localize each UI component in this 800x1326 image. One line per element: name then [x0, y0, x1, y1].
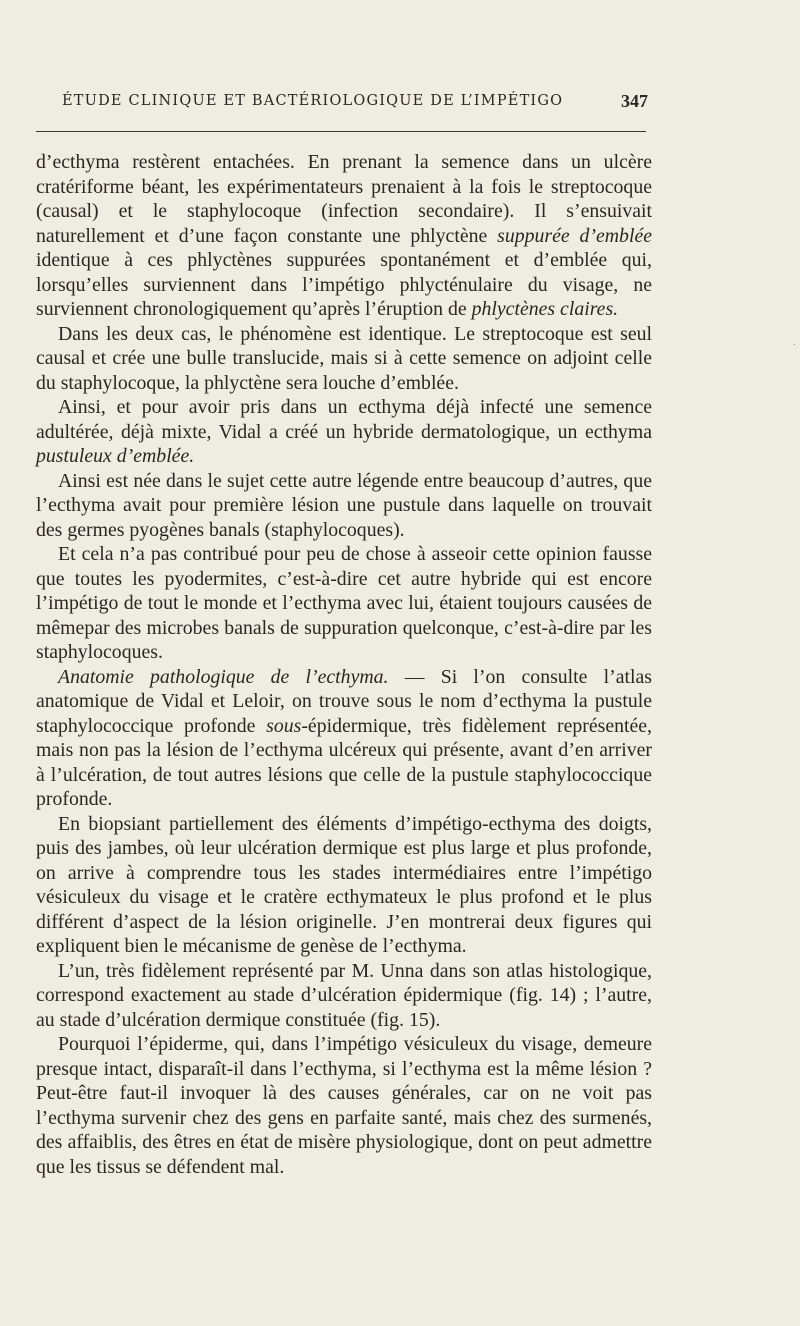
running-title: ÉTUDE CLINIQUE ET BACTÉRIOLOGIQUE DE L’IMPÉTIGO: [62, 93, 564, 109]
text-segment: Et cela n’a pas contribué pour peu de chose à asseoir cette opinion fausse que toutes les pyodermites, c’est-à-dire cet autre hybride qui est encore l’impétigo de tout le monde et l’ecthyma avec lui, étaient toujours causées de mêmepar des microbes banals de suppuration quelconque, c’est-à-dire par les staphylocoques.: [36, 543, 652, 663]
italic-text: Anatomie pathologique de l’ecthyma.: [58, 665, 389, 688]
text-segment: — Si l’on consulte l’atlas anatomique de Vidal et Leloir, on trouve sous le nom d’ecthyma la pustule staphylococcique profonde: [36, 665, 652, 737]
paragraph: [36, 812, 652, 959]
paragraph: [36, 959, 652, 1033]
text-segment: En biopsiant partiellement des éléments d’impétigo-ecthyma des doigts, puis des jambes, où leur ulcération dermique est plus large et plus profonde, on arrive à comprendre tous les stades intermédiaires entre l’impétigo vésiculeux du visage et le cratère ecthymateux le plus profond et le plus différent d’aspect de la lésion originelle. J’en montrerai deux figures qui expliquent bien le mécanisme de genèse de l’ecthyma.: [36, 812, 652, 957]
paragraph: [36, 665, 652, 812]
margin-speck: ·: [792, 340, 796, 351]
body-text: [36, 150, 652, 1179]
italic-text: suppurée d’emblée: [497, 224, 653, 247]
header-rule: [36, 131, 646, 132]
paragraph: [36, 1032, 652, 1179]
italic-text: phlyctènes claires.: [471, 298, 619, 320]
paragraph: [36, 322, 652, 396]
text-segment: d’ecthyma restèrent entachées. En prenant la semence dans un ulcère cratériforme béant, les expérimentateurs prenaient à la fois le streptocoque (causal) et le staphylocoque (infection secondaire). Il s’ensuivait naturellement et d’une façon constante une phlyctène: [36, 151, 652, 247]
text-segment: Pourquoi l’épiderme, qui, dans l’impétigo vésiculeux du visage, demeure presque intact, disparaît-il dans l’ecthyma, si l’ecthyma est la même lésion ? Peut-être faut-il invoquer là des causes générales, car on ne voit pas l’ecthyma survenir chez des gens en parfaite santé, mais chez des surmenés, des affaiblis, des êtres en état de misère physiologique, dont on peut admettre que les tissus se défendent mal.: [36, 1033, 652, 1178]
text-segment: Ainsi, et pour avoir pris dans un ecthyma déjà infecté une semence adultérée, déjà mixte, Vidal a créé un hybride dermatologique, un ecthyma: [36, 396, 652, 443]
text-segment: Ainsi est née dans le sujet cette autre légende entre beaucoup d’autres, que l’ecthyma avait pour première lésion une pustule dans laquelle on trouvait des germes pyogènes banals (staphylocoques).: [36, 469, 652, 541]
paragraph: [36, 542, 652, 665]
text-segment: Dans les deux cas, le phénomène est identique. Le streptocoque est seul causal et crée une bulle translucide, mais si à cette semence on adjoint celle du staphylocoque, la phlyctène sera louche d’emblée.: [36, 322, 652, 394]
page-header: [62, 93, 648, 119]
paragraph: [36, 469, 652, 543]
text-segment: -épidermique, très fidèlement représentée, mais non pas la lésion de l’ecthyma ulcéreux qui présente, avant d’en arriver à l’ulcération, de tout autres lésions que celle de la pustule staphylococcique profonde.: [36, 714, 653, 810]
italic-text: sous: [266, 714, 302, 737]
text-segment: identique à ces phlyctènes suppurées spontanément et d’emblée qui, lorsqu’elles surviennent dans l’impétigo phlycténulaire du visage, ne surviennent chronologiquement qu’après l’éruption de: [36, 249, 652, 320]
text-segment: L’un, très fidèlement représenté par M. Unna dans son atlas histologique, correspond exactement au stade d’ulcération épidermique (fig. 14) ; l’autre, au stade d’ulcération dermique constituée (fig. 15).: [36, 959, 652, 1031]
paragraph: [36, 150, 652, 322]
italic-text: pustuleux d’emblée.: [36, 445, 195, 467]
page-number: 347: [621, 91, 648, 111]
paragraph: [36, 395, 652, 469]
